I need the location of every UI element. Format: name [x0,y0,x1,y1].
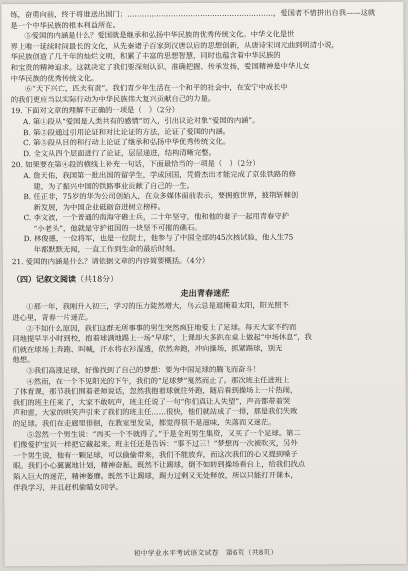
article-line: 的足球。我们在走廊里徘徊，在教室里发呆，都觉得很不是滋味，失落而又迷茫。 [12,417,276,429]
passage-continuation [10,8,397,106]
option-b: B. 第②段通过引用论证和对比论证的方法，论证了爱国的内涵。 [23,126,231,137]
passage-line: 界上唯一延续时间最长的文化，从先秦诸子百家到汉唐以后的思想创新，从唐诗宋词元曲到明清小说， [10,39,339,51]
option-c-cont: “小老头”，他就是守护祖国的一块坚不可摧的礁石。 [33,222,202,233]
option-d: D. 全文从四个层面进行了论证，层层递进，结构清晰完整。 [23,147,216,158]
article-line: 了体育课，那节我们围着老师说话，忽然我抱着球就往外跑，随后看到操场上一片热闹， [12,385,298,397]
option-a: A. 第①段从“爱国是人类共有的感情”切入，引出议论对象“爱国的内涵”。 [22,115,260,127]
article-line: 声和雷，大家的哄笑声引来了我们的班主任……很快，他们就站成了一排，那是我们失败 [12,406,298,418]
article-line: ②不知什么原因，我们这群无所事事的男生突然疯狂地爱上了足球。每天大家不约而 [26,322,297,333]
passage-line: 是一个中华民族的根本利益所在。 [10,20,120,30]
article-line: 我们的班主任来了，大家不敢吭声，班主任说了一句“你们真让人失望”，声音都带着哭 [12,396,291,407]
article-line: 他想。 [12,355,35,365]
option-b: B. 任正非，75岁的华为公司创始人，在众多媒体面前表示，要拥抱世界，披荆斩棘创 [23,190,299,202]
passage-line: 的我们更应当以实际行动为中华民族伟大复兴贡献自己的力量。 [10,93,216,104]
question-21 [12,254,398,267]
passage-line: ⑥“天下兴亡，匹夫有责”。我们青少年生活在一个和平的社会中，在安宁中成长中 [24,82,288,94]
article-line: 一个男生说，他有一颗足球，可以偷偷带来，我们不能放弃，而这次我们的心又提到嗓子 [13,449,298,460]
option-c: C. 李文波，一个普通的南海守礁士兵，二十年坚守，他和他的妻子一起用青春守护 [23,211,289,223]
article-line: ⑤忽然一个男生说：“再买一个不就得了。”于是全班男生集资，又买了一个足球。第二 [26,427,301,439]
article-line: 伴我学习，并且赶机偷瞄女同学。 [13,482,123,492]
passage-line: 练，奋勇向前，终于将谁送出国门；……………………………………………………，爱国者不惜拼出自我——这就 [10,7,376,20]
article-line: 同地提早半小时到校，抱着球满地踢上一场“早球”，上课却大多趴在桌上做起“中场休息”，我 [12,332,312,344]
article-line: 陷入巨大的迷茫，精神萎靡。既然不让踢球，踢力过剩又无处释放，所以只能打开课本， [13,470,298,482]
page-footer: 初中学业水平考试语文试卷 第6页（共8页） [133,548,278,558]
question-stem: 20. 如果要在第④段的横线上补充一句话，下面最恰当的一项是（ ）（2分） [11,158,260,170]
article-line: 们就在球场上奔跑、叫喊，汗水将衣衫湿透，依然奔跑，冲向操场，抓紧踢球，别无 [12,343,283,354]
article-line: ③我们高涨足球，好像找到了自己的梦想：要为中国足球的腾飞而奋斗！ [26,364,261,376]
passage-line: ⑤爱国的内涵是什么？爱国就是继承和弘扬中华民族的优秀传统文化。中华文化是世 [24,29,295,41]
page-content [10,8,399,493]
section-title: （四）记叙文阅读 [11,274,76,285]
passage-line: 中华民族的优秀传统文化。 [10,73,99,83]
article-title: 走出青春迷茫 [180,287,230,298]
question-stem: 19. 下面对文章的理解不正确的一项是（ ）（2分） [10,105,180,116]
option-a-cont: 建，为了振兴中国的铁路事业贡献了自己的一生。 [33,180,194,191]
article-line: 眼。我们小心翼翼地计划，精神奋振。既然不让踢球，倒不如转到操场看台上，给我们找点 [13,459,306,471]
passage-line: 华民族创造了几千年的灿烂文明，积累了丰富的思想智慧，同时也蕴含着中华民族的 [10,50,281,62]
option-c: C. 第⑤段从目的和行动上论证了继承和弘扬中华优秀传统文化。 [23,136,231,148]
section-heading [12,272,398,286]
passage-line: 和宝贵的精神追求。这就决定了我们要深刻认识、准确把握、传承发扬，爱国精神是中华儿女 [10,61,310,73]
section-narrative-reading [12,272,399,493]
option-d-cont: 年都默默无闻，一直工作到生命的最后时刻。 [33,244,180,255]
exam-page [1,2,406,566]
article-line: ④然而，在一个不见阳光的下午，我们的“足球梦”戛然而止了。那次班主任进班上 [26,375,290,386]
question-stem: 21. 爱国的内涵是什么？请依据文章的内容简要概括。（4分） [11,255,210,266]
question-19 [11,104,397,159]
option-a: A. 詹天佑，我国第一批出国的留学生，学成回国，凭借杰出才能完成了京张铁路的修 [23,169,296,181]
option-b-cont: 新发展，为中国企业砥砺奋进树立榜样。 [33,201,165,212]
section-score: （共18分） [75,274,119,285]
article-line: 们像爱护宝贝一样把它藏起来。班主任还是告诉：“事不过三！”梦想再一次被吹灭，另外 [12,438,298,450]
article-line: 进心里，青春一片迷茫。 [12,312,93,323]
article-line: ①那一年，我刚升入初三，学习的压力陡然增大，乌云总是遮掩着太阳，阳光照不 [26,300,289,312]
option-d: D. 林俊德，一位将军，也是一位院士，他参与了中国全部的45次核试验，他人生75 [23,232,294,244]
question-20 [11,158,398,256]
